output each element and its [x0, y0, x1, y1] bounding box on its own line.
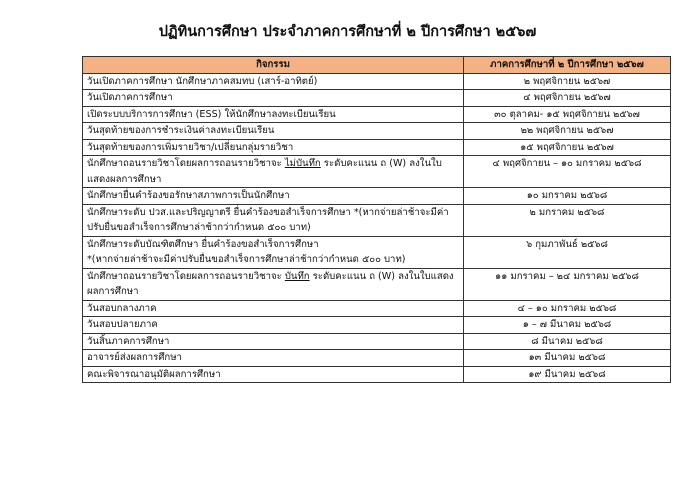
table-row — [83, 350, 671, 367]
activity-cell — [83, 268, 464, 300]
activity-cell: นักศึกษายื่นคำร้องขอรักษาสภาพการเป็นนักศึกษา — [83, 188, 464, 205]
date-cell: ๔ พฤศจิกายน ๒๕๖๗ — [464, 90, 671, 107]
date-cell: ๓๐ ตุลาคม- ๑๕ พฤศจิกายน ๒๕๖๗ — [464, 106, 671, 123]
date-cell: ๖ กุมภาพันธ์ ๒๕๖๘ — [464, 236, 671, 268]
date-cell: ๑๐ มกราคม ๒๕๖๘ — [464, 188, 671, 205]
table-row — [83, 333, 671, 350]
table-header-row — [83, 57, 671, 74]
not-recorded-emphasis: ไม่บันทึก — [284, 158, 321, 169]
date-cell: ๑๕ พฤศจิกายน ๒๕๖๗ — [464, 139, 671, 156]
activity-cell: วันสิ้นภาคการศึกษา — [83, 333, 464, 350]
table-row — [83, 73, 671, 90]
date-cell: ๔ – ๑๐ มกราคม ๒๕๖๘ — [464, 300, 671, 317]
header-activity: กิจกรรม — [83, 57, 464, 74]
activity-text: นักศึกษาถอนรายวิชาโดยผลการถอนรายวิชาจะ — [87, 270, 285, 282]
table-row — [83, 204, 671, 236]
activity-cell: วันสุดท้ายของการชำระเงินค่าลงทะเบียนเรียน — [83, 123, 464, 140]
table-row — [83, 139, 671, 156]
activity-line: นักศึกษาระดับบัณฑิตศึกษา ยื่นคำร้องขอสำเร็จการศึกษา — [87, 238, 319, 250]
header-semester: ภาคการศึกษาที่ ๒ ปีการศึกษา ๒๕๖๗ — [464, 57, 671, 74]
activity-note: *(หากจ่ายล่าช้าจะมีค่าปรับยื่นขอสำเร็จการศึกษาล่าช้ากว่ากำหนด ๕๐๐ บาท) — [87, 254, 406, 265]
date-cell: ๑๙ มีนาคม ๒๕๖๘ — [464, 366, 671, 383]
activity-text: ระดับคะแนน ถ (W) ลงในใบแสดงผลการศึกษา — [87, 158, 442, 185]
date-cell: ๒๒ พฤศจิกายน ๒๕๖๗ — [464, 123, 671, 140]
activity-cell: นักศึกษาระดับ ปวส.และปริญญาตรี ยื่นคำร้องขอสำเร็จการศึกษา *(หากจ่ายล่าช้าจะมีค่าปรับยื่นขอสำเร็จการศึกษาล่าช้ากว่ากำหนด ๕๐๐ บาท) — [83, 204, 464, 236]
activity-cell: วันสอบกลางภาค — [83, 300, 464, 317]
table-row — [83, 317, 671, 334]
activity-cell: เปิดระบบบริการการศึกษา (ESS) ให้นักศึกษาลงทะเบียนเรียน — [83, 106, 464, 123]
table-row — [83, 123, 671, 140]
table-row — [83, 106, 671, 123]
activity-cell: วันสอบปลายภาค — [83, 317, 464, 334]
table-row — [83, 366, 671, 383]
date-cell: ๔ พฤศจิกายน – ๑๐ มกราคม ๒๕๖๘ — [464, 156, 671, 188]
activity-cell: คณะพิจารณาอนุมัติผลการศึกษา — [83, 366, 464, 383]
date-cell: ๑ – ๗ มีนาคม ๒๕๖๘ — [464, 317, 671, 334]
date-cell: ๘ มีนาคม ๒๕๖๘ — [464, 333, 671, 350]
date-cell: ๒ มกราคม ๒๕๖๘ — [464, 204, 671, 236]
table-row — [83, 236, 671, 268]
activity-text: ระดับคะแนน ถ (W) ลงในใบแสดงผลการศึกษา — [87, 270, 454, 297]
activity-cell: อาจารย์ส่งผลการศึกษา — [83, 350, 464, 367]
page-title: ปฏิทินการศึกษา ประจำภาคการศึกษาที่ ๒ ปีการศึกษา ๒๕๖๗ — [158, 24, 537, 40]
date-cell: ๑๓ มีนาคม ๒๕๖๘ — [464, 350, 671, 367]
recorded-emphasis: บันทึก — [284, 270, 310, 282]
activity-text: นักศึกษาถอนรายวิชาโดยผลการถอนรายวิชาจะ — [87, 158, 285, 169]
table-row — [83, 188, 671, 205]
table-row — [83, 90, 671, 107]
table-row — [83, 268, 671, 300]
date-cell: ๒ พฤศจิกายน ๒๕๖๗ — [464, 73, 671, 90]
date-cell: ๑๑ มกราคม – ๒๔ มกราคม ๒๕๖๘ — [464, 268, 671, 300]
academic-calendar-table — [82, 56, 671, 383]
table-row — [83, 300, 671, 317]
activity-cell: วันสุดท้ายของการเพิ่มรายวิชา/เปลี่ยนกลุ่มรายวิชา — [83, 139, 464, 156]
activity-cell: วันเปิดภาคการศึกษา นักศึกษาภาคสมทบ (เสาร์-อาทิตย์) — [83, 73, 464, 90]
activity-cell — [83, 236, 464, 268]
activity-cell: วันเปิดภาคการศึกษา — [83, 90, 464, 107]
table-row — [83, 156, 671, 188]
activity-cell — [83, 156, 464, 188]
